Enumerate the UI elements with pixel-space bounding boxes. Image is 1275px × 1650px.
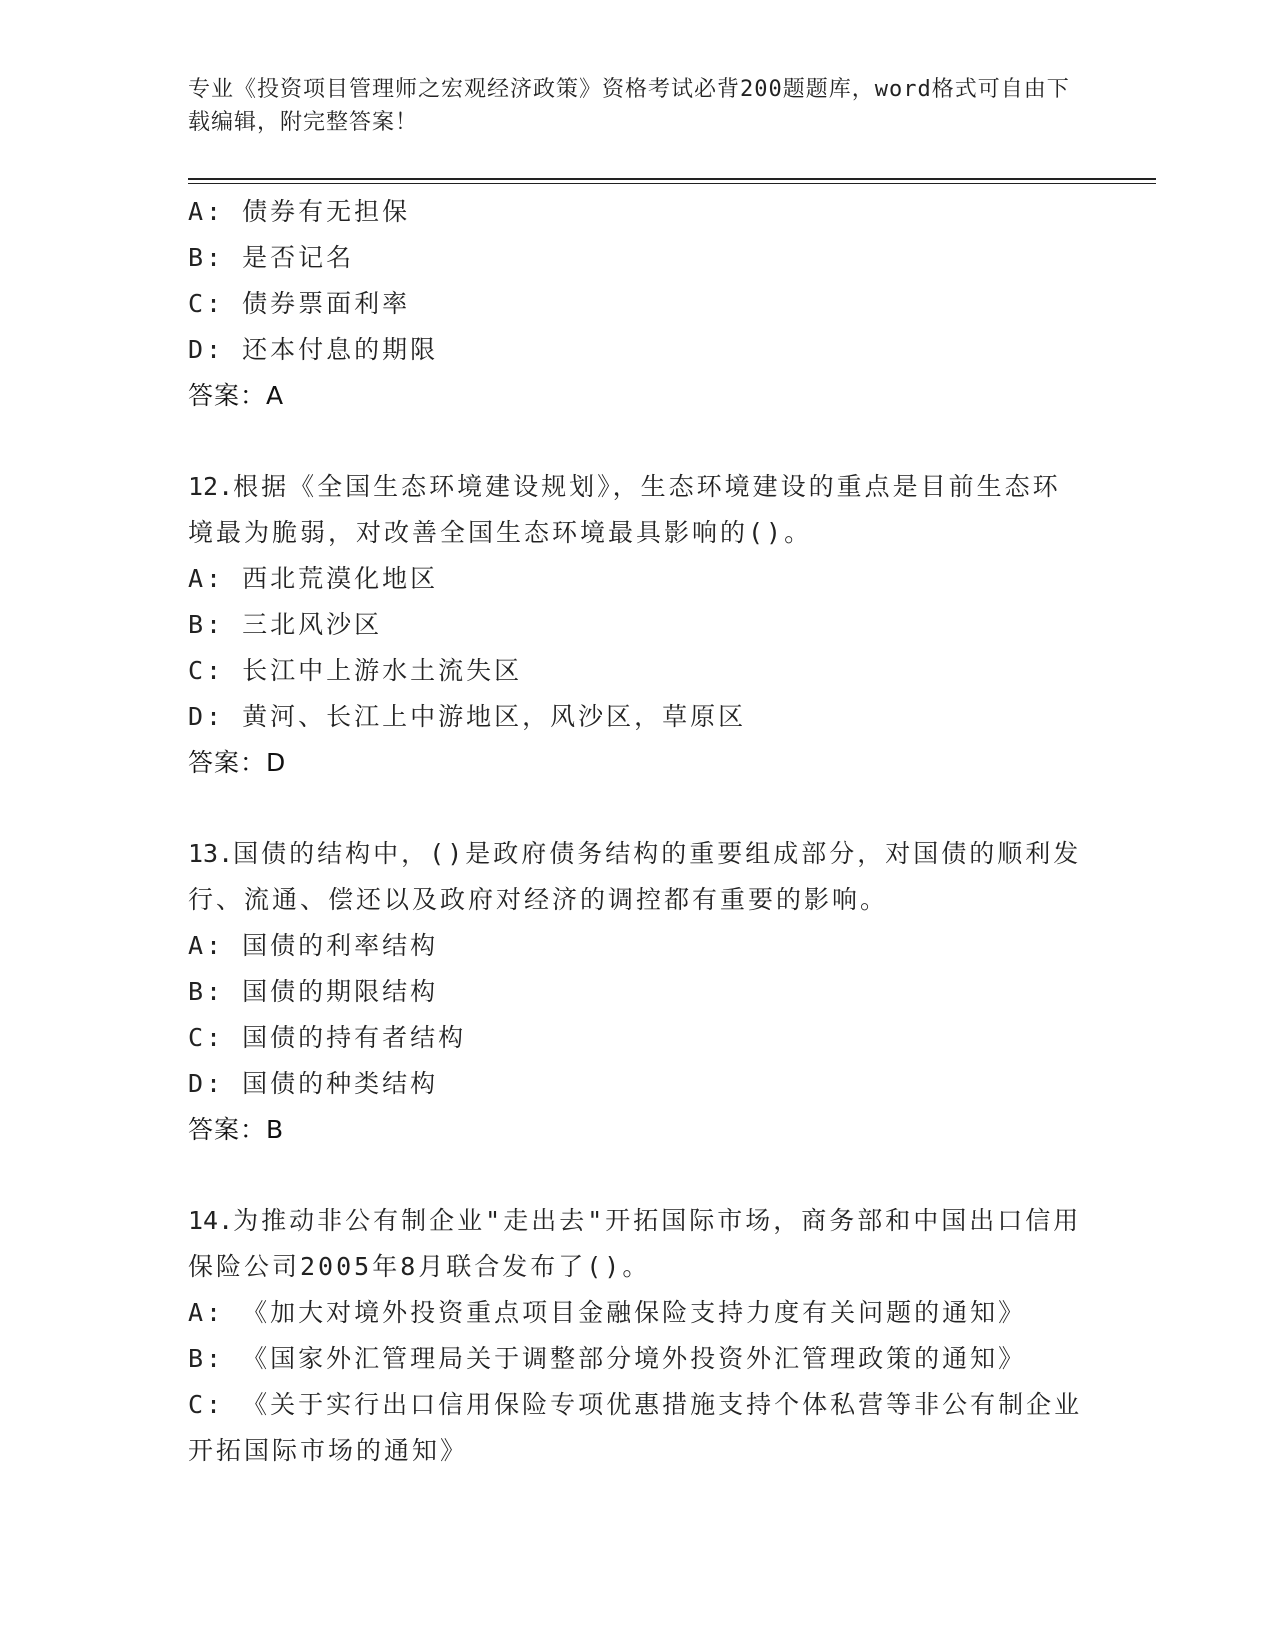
option-a: A: 债券有无担保 bbox=[188, 197, 411, 226]
option-a: A: 西北荒漠化地区 bbox=[188, 564, 439, 593]
option-b: B: 《国家外汇管理局关于调整部分境外投资外汇管理政策的通知》 bbox=[188, 1344, 1027, 1373]
answer-label: 答案：B bbox=[188, 1115, 285, 1144]
option-c: C: 债券票面利率 bbox=[188, 289, 411, 318]
answer-label: 答案：D bbox=[188, 748, 287, 777]
header-divider-thick bbox=[188, 178, 1156, 180]
option-c: C: 长江中上游水土流失区 bbox=[188, 656, 523, 685]
option-d: D: 还本付息的期限 bbox=[188, 335, 439, 364]
question-number: 13. bbox=[188, 839, 234, 868]
question-12 bbox=[188, 464, 1088, 786]
question-stem bbox=[188, 1198, 1088, 1290]
question-14 bbox=[188, 1198, 1088, 1474]
header-divider-thin bbox=[188, 183, 1156, 184]
question-text: 根据《全国生态环境建设规划》，生态环境建设的重点是目前生态环境最为脆弱，对改善全国生态环境最具影响的()。 bbox=[188, 472, 1061, 547]
option-b: B: 是否记名 bbox=[188, 243, 355, 272]
option-c: C: 国债的持有者结构 bbox=[188, 1023, 467, 1052]
question-text: 国债的结构中，()是政府债务结构的重要组成部分，对国债的顺利发行、流通、偿还以及政府对经济的调控都有重要的影响。 bbox=[188, 839, 1082, 914]
question-11-continued bbox=[188, 189, 1088, 419]
question-number: 12. bbox=[188, 472, 234, 501]
option-d: D: 黄河、长江上中游地区，风沙区，草原区 bbox=[188, 702, 747, 731]
option-d: D: 国债的种类结构 bbox=[188, 1069, 439, 1098]
option-c: C: 《关于实行出口信用保险专项优惠措施支持个体私营等非公有制企业开拓国际市场的通知》 bbox=[188, 1390, 1083, 1465]
question-stem bbox=[188, 464, 1088, 556]
question-number: 14. bbox=[188, 1206, 234, 1235]
option-a: A: 国债的利率结构 bbox=[188, 931, 439, 960]
question-text: 为推动非公有制企业"走出去"开拓国际市场，商务部和中国出口信用保险公司2005年8月联合发布了()。 bbox=[188, 1206, 1082, 1281]
answer-label: 答案：A bbox=[188, 381, 285, 410]
document-header: 专业《投资项目管理师之宏观经济政策》资格考试必背200题题库，word格式可自由下载编辑，附完整答案！ bbox=[188, 77, 1070, 135]
option-b: B: 国债的期限结构 bbox=[188, 977, 439, 1006]
option-a: A: 《加大对境外投资重点项目金融保险支持力度有关问题的通知》 bbox=[188, 1298, 1027, 1327]
question-stem bbox=[188, 831, 1088, 923]
question-list bbox=[188, 189, 1088, 1474]
option-b: B: 三北风沙区 bbox=[188, 610, 383, 639]
question-13 bbox=[188, 831, 1088, 1153]
